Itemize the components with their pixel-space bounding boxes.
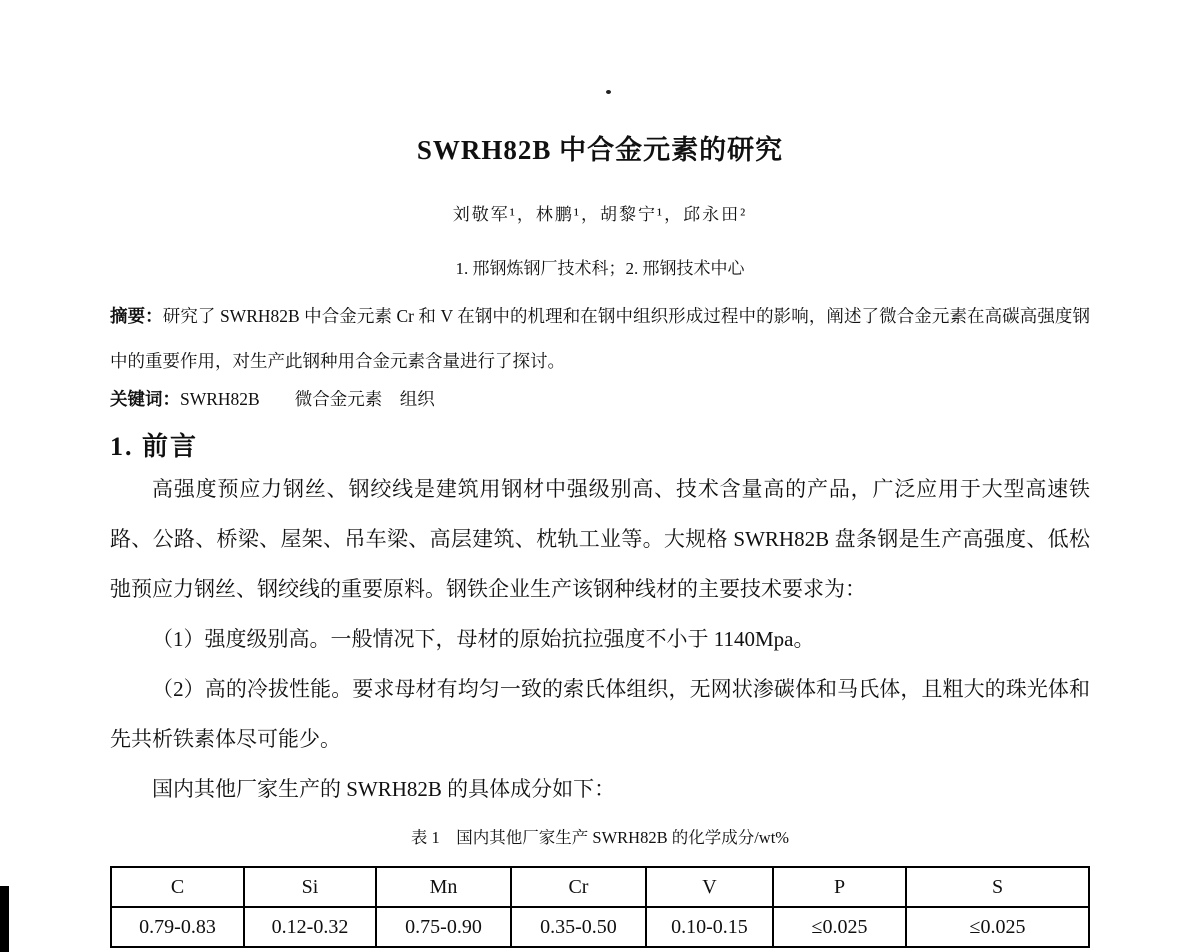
table-cell: 0.10-0.15 — [646, 907, 773, 947]
abstract-text: 研究了 SWRH82B 中合金元素 Cr 和 V 在钢中的机理和在钢中组织形成过程中的影响，阐述了微合金元素在高碳高强度钢中的重要作用，对生产此钢种用合金元素含量进行了探讨。 — [110, 306, 1091, 371]
table-header-cell: Si — [244, 867, 376, 907]
table-cell: 0.12-0.32 — [244, 907, 376, 947]
scan-artifact-edge — [0, 886, 9, 952]
table-cell: ≤0.025 — [906, 907, 1089, 947]
table-header-cell: P — [773, 867, 906, 907]
intro-paragraph-1: 高强度预应力钢丝、钢绞线是建筑用钢材中强级别高、技术含量高的产品，广泛应用于大型高速铁路、公路、桥梁、屋架、吊车梁、高层建筑、枕轨工业等。大规格 SWRH82B 盘条钢是生产高强度、低松弛预应力钢丝、钢绞线的重要原料。钢铁企业生产该钢种线材的主要技术要求为： — [110, 477, 1090, 601]
abstract-paragraph — [110, 294, 1090, 384]
table-header-cell: S — [906, 867, 1089, 907]
abstract-label: 摘要： — [110, 306, 163, 326]
table-1-caption: 表 1 国内其他厂家生产 SWRH82B 的化学成分/wt% — [410, 828, 790, 847]
table-header-row — [111, 867, 1089, 907]
composition-table — [110, 866, 1090, 948]
requirement-item-1: （1）强度级别高。一般情况下，母材的原始抗拉强度不小于 1140Mpa。 — [152, 627, 815, 651]
table-header-cell: V — [646, 867, 773, 907]
keywords-text: SWRH82B 微合金元素 组织 — [180, 389, 435, 409]
scan-artifact-dot — [606, 90, 611, 94]
affiliations-line: 1. 邢钢炼钢厂技术科；2. 邢钢技术中心 — [455, 259, 745, 278]
table-header-cell: Cr — [511, 867, 646, 907]
table-header-cell: Mn — [376, 867, 511, 907]
keywords-line — [110, 384, 1090, 414]
authors-line: 刘敬军¹，林鹏¹，胡黎宁¹，邱永田² — [452, 205, 748, 224]
table-row — [111, 907, 1089, 947]
table-cell: ≤0.025 — [773, 907, 906, 947]
intro-paragraph-2: 国内其他厂家生产的 SWRH82B 的具体成分如下： — [152, 777, 616, 801]
table-cell: 0.75-0.90 — [376, 907, 511, 947]
keywords-label: 关键词： — [110, 389, 180, 409]
requirement-item-2: （2）高的冷拔性能。要求母材有均匀一致的索氏体组织，无网状渗碳体和马氏体，且粗大的珠光体和先共析铁素体尽可能少。 — [110, 677, 1090, 751]
table-cell: 0.79-0.83 — [111, 907, 244, 947]
table-cell: 0.35-0.50 — [511, 907, 646, 947]
table-header-cell: C — [111, 867, 244, 907]
section-1-heading: 1. 前言 — [110, 432, 199, 461]
paper-title: SWRH82B 中合金元素的研究 — [416, 135, 784, 165]
